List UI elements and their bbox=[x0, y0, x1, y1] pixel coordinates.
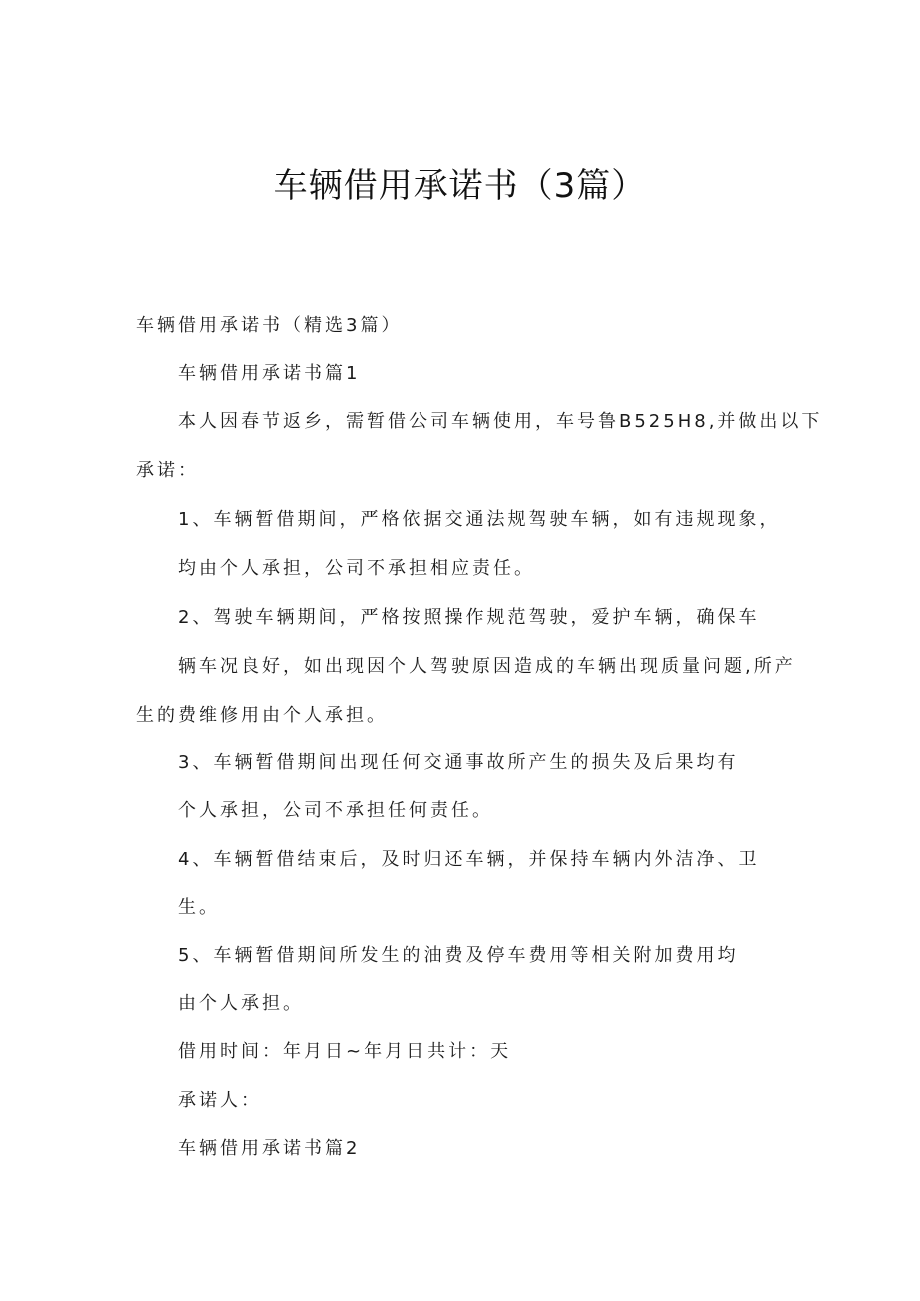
clause-2-line: 2、驾驶车辆期间，严格按照操作规范驾驶，爱护车辆，确保车 bbox=[178, 607, 760, 628]
clause-4-line: 4、车辆暂借结束后，及时归还车辆，并保持车辆内外洁净、卫 bbox=[178, 849, 760, 870]
clause-1-line: 均由个人承担，公司不承担相应责任。 bbox=[178, 558, 535, 579]
borrow-time-line: 借用时间：年月日~年月日共计：天 bbox=[178, 1041, 512, 1062]
clause-1-line: 1、车辆暂借期间，严格依据交通法规驾驶车辆，如有违规现象， bbox=[178, 509, 781, 530]
clause-2-line: 辆车况良好，如出现因个人驾驶原因造成的车辆出现质量问题,所产 bbox=[178, 656, 796, 677]
clause-3-line: 个人承担，公司不承担任何责任。 bbox=[178, 800, 493, 821]
body-line: 本人因春节返乡，需暂借公司车辆使用，车号鲁B525H8,并做出以下 bbox=[178, 411, 823, 432]
section-heading-1: 车辆借用承诺书篇1 bbox=[178, 363, 361, 384]
clause-3-line: 3、车辆暂借期间出现任何交通事故所产生的损失及后果均有 bbox=[178, 752, 739, 773]
promisor-line: 承诺人： bbox=[178, 1090, 262, 1111]
document-title: 车辆借用承诺书（3篇） bbox=[273, 166, 647, 206]
clause-5-line: 5、车辆暂借期间所发生的油费及停车费用等相关附加费用均 bbox=[178, 945, 739, 966]
clause-5-line: 由个人承担。 bbox=[178, 993, 304, 1014]
clause-4-line: 生。 bbox=[178, 897, 220, 918]
subtitle-line: 车辆借用承诺书（精选3篇） bbox=[136, 315, 403, 336]
section-heading-2: 车辆借用承诺书篇2 bbox=[178, 1138, 361, 1159]
clause-2-line: 生的费维修用由个人承担。 bbox=[136, 705, 388, 726]
body-line: 承诺： bbox=[136, 460, 199, 481]
